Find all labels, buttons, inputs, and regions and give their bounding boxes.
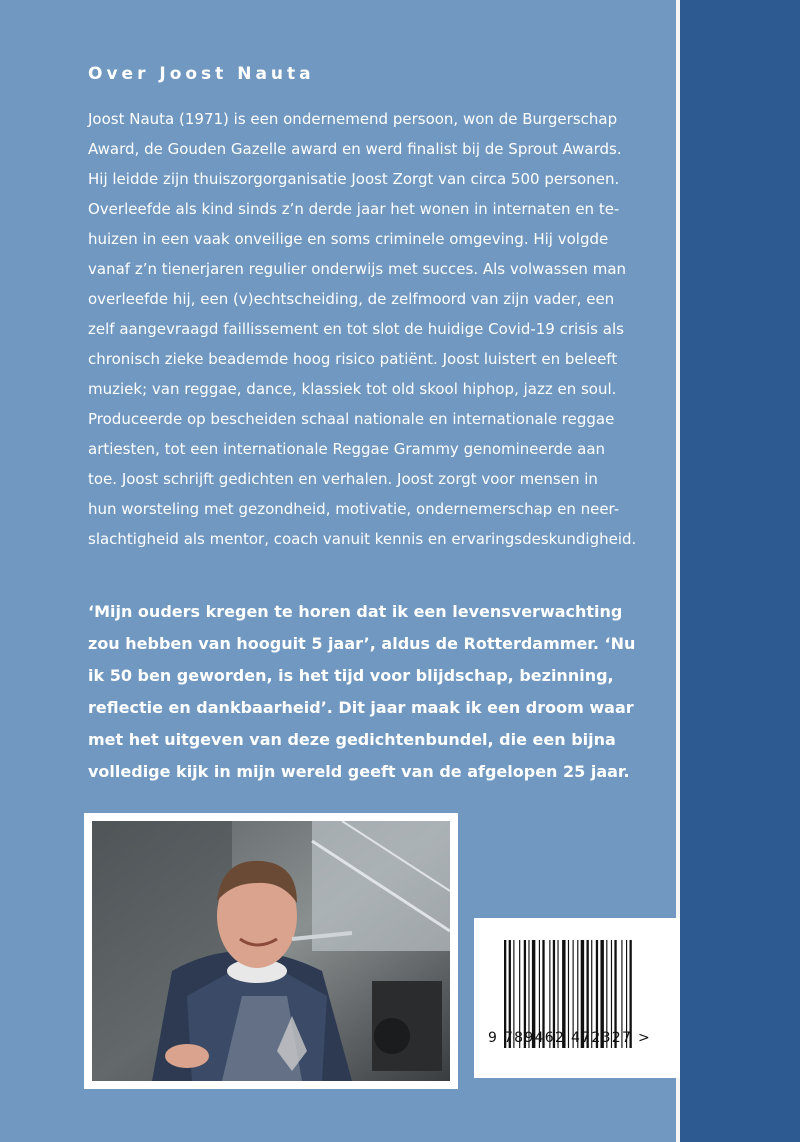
bio-line: Hij leidde zijn thuiszorgorganisatie Joost Zorgt van circa 500 personen. [88,170,620,188]
bio-line: artiesten, tot een internationale Reggae Grammy genomineerde aan [88,440,606,458]
bio-line: Award, de Gouden Gazelle award en werd finalist bij de Sprout Awards. [88,140,622,158]
author-photo-image [92,821,450,1081]
spine [680,0,800,1142]
author-photo [84,813,458,1089]
quote-line: volledige kijk in mijn wereld geeft van de afgelopen 25 jaar. [88,762,630,781]
bio-line: slachtigheid als mentor, coach vanuit kennis en ervaringsdeskundigheid. [88,530,637,548]
bio-line: vanaf z’n tienerjaren regulier onderwijs met succes. Als volwassen man [88,260,627,278]
quote-line: zou hebben van hooguit 5 jaar’, aldus de Rotterdammer. ‘Nu [88,634,636,653]
bio-line: huizen in een vaak onveilige en soms criminele omgeving. Hij volgde [88,230,609,248]
barcode [474,918,680,1078]
bio-line: Overleefde als kind sinds z’n derde jaar het wonen in internaten en te- [88,200,620,218]
bio-line: overleefde hij, een (v)echtscheiding, de zelfmoord van zijn vader, een [88,290,615,308]
barcode-digits: 9 789462 472327 > [488,1030,651,1046]
quote-line: ik 50 ben geworden, is het tijd voor blijdschap, bezinning, [88,666,614,685]
quote-line: reflectie en dankbaarheid’. Dit jaar maak ik een droom waar [88,698,634,717]
about-author-heading: Over Joost Nauta [88,64,315,84]
bio-line: zelf aangevraagd faillissement en tot slot de huidige Covid-19 crisis als [88,320,624,338]
quote-line: ‘Mijn ouders kregen te horen dat ik een levensverwachting [88,602,623,621]
bio-line: muziek; van reggae, dance, klassiek tot old skool hiphop, jazz en soul. [88,380,617,398]
bio-line: Produceerde op bescheiden schaal nationale en internationale reggae [88,410,615,428]
bio-line: Joost Nauta (1971) is een ondernemend persoon, won de Burgerschap [88,110,618,128]
bio-line: chronisch zieke beademde hoog risico patiënt. Joost luistert en beleeft [88,350,618,368]
bio-line: hun worsteling met gezondheid, motivatie, ondernemerschap en neer- [88,500,620,518]
quote-line: met het uitgeven van deze gedichtenbundel, die een bijna [88,730,616,749]
bio-line: toe. Joost schrijft gedichten en verhalen. Joost zorgt voor mensen in [88,470,598,488]
